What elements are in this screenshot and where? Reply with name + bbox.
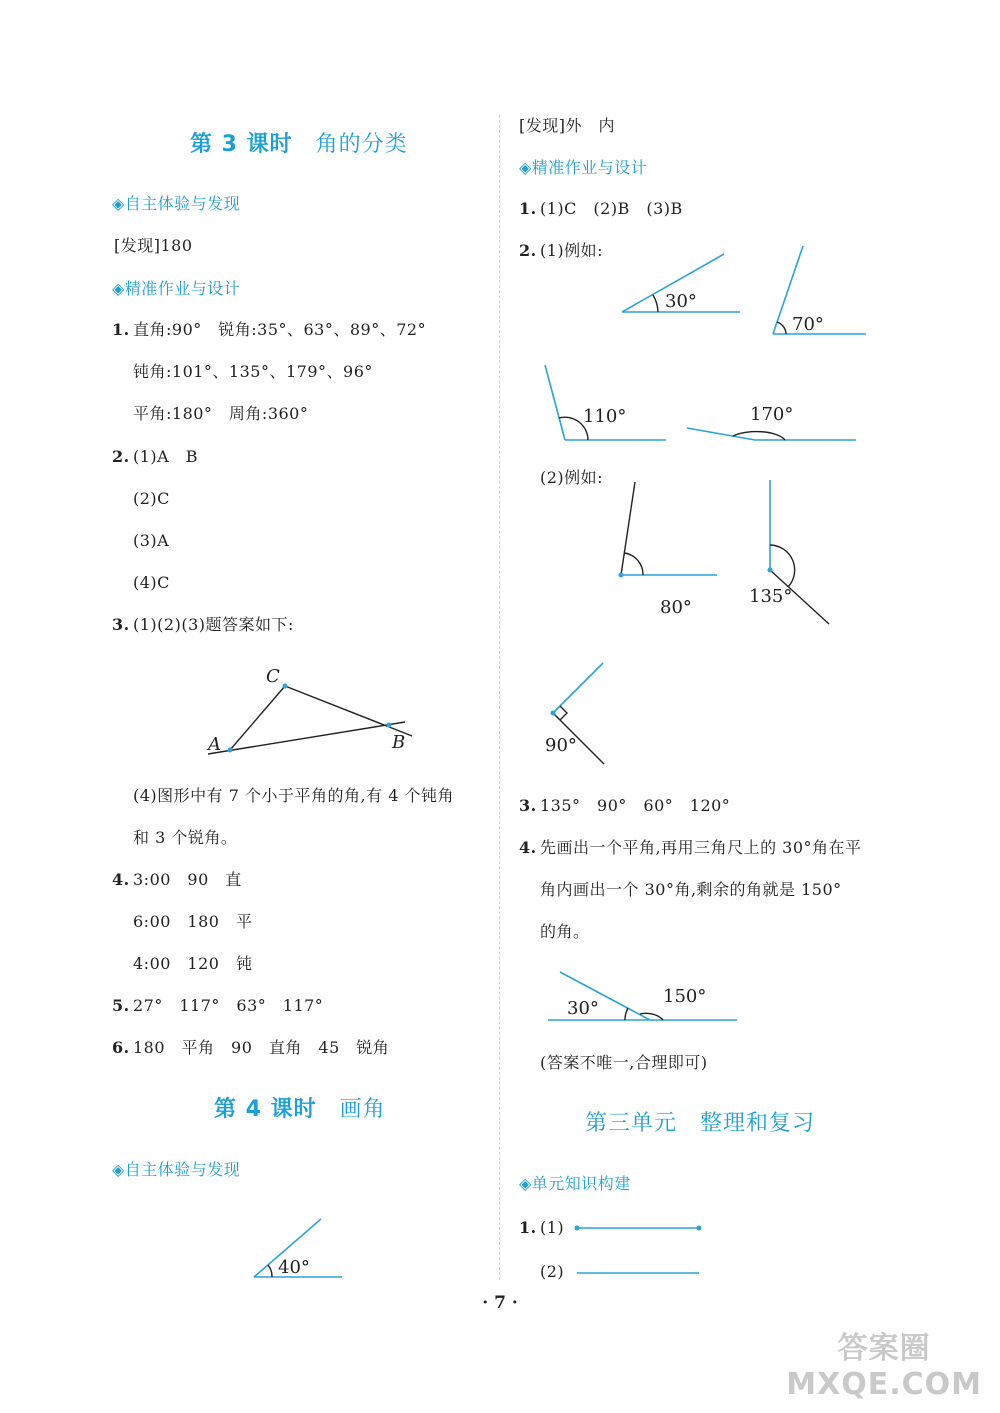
angle-30-diagram — [620, 250, 750, 320]
q1-line2: 钝角:101°、135°、179°、96° — [133, 362, 373, 381]
section-homework: ◈精准作业与设计 — [112, 279, 241, 298]
q6-number: 6. — [112, 1038, 130, 1057]
angle-40-diagram — [250, 1215, 350, 1285]
lesson-4-title: 第 4 课时 画角 — [214, 1097, 386, 1122]
answer-note: (答案不唯一,合理即可) — [540, 1053, 708, 1072]
page-number: · 7 · — [482, 1293, 518, 1313]
r-q1-text: (1)C (2)B (3)B — [540, 199, 683, 218]
u-q1-number: 1. — [519, 1218, 537, 1237]
q2-2: (2)C — [133, 489, 170, 508]
angle-30-label: 30° — [665, 291, 697, 312]
u-q1-label: (1) — [540, 1218, 565, 1237]
r-q3-text: 135° 90° 60° 120° — [540, 796, 731, 815]
label-b: B — [392, 732, 406, 753]
q4-line2: 6:00 180 平 — [133, 912, 253, 931]
q4-line3: 4:00 120 钝 — [133, 954, 253, 973]
r-q3-number: 3. — [519, 796, 537, 815]
q1-line3: 平角:180° 周角:360° — [133, 404, 309, 423]
angle-70-label: 70° — [792, 314, 824, 335]
q3-4-line1: (4)图形中有 7 个小于平角的角,有 4 个钝角 — [133, 786, 454, 805]
angle-40-label: 40° — [278, 1257, 310, 1278]
right-discovery-text: [发现]外 内 — [519, 116, 615, 135]
label-a: A — [208, 734, 221, 755]
angle-170-diagram — [685, 400, 860, 450]
lesson-3-title: 第 3 课时 角的分类 — [190, 132, 408, 157]
q2-3: (3)A — [133, 531, 170, 550]
q2-number: 2. — [112, 447, 130, 466]
r-q4-line2: 角内画出一个 30°角,剩余的角就是 150° — [540, 880, 842, 899]
q6-text: 180 平角 90 直角 45 锐角 — [133, 1038, 390, 1057]
angle-90-label: 90° — [545, 735, 577, 756]
q2-1: (1)A B — [133, 447, 198, 466]
r-q4-number: 4. — [519, 838, 537, 857]
angle-135-label: 135° — [749, 586, 793, 607]
discovery-text: [发现]180 — [114, 236, 193, 255]
angle-135-diagram — [745, 478, 840, 628]
q1-line1: 直角:90° 锐角:35°、63°、89°、72° — [133, 320, 427, 339]
unit-3-title: 第三单元 整理和复习 — [585, 1111, 816, 1136]
angle-30-label-b: 30° — [567, 998, 599, 1019]
angle-90-diagram — [540, 660, 620, 765]
watermark: 答案圈 MXQE.COM — [786, 1331, 982, 1402]
label-c: C — [266, 666, 280, 687]
r-q2-1: (1)例如: — [540, 241, 604, 260]
column-divider — [499, 115, 500, 1280]
angle-150-label: 150° — [663, 986, 707, 1007]
q1-number: 1. — [112, 320, 130, 339]
q4-line1: 3:00 90 直 — [133, 870, 242, 889]
angle-110-diagram — [540, 360, 670, 445]
q2-4: (4)C — [133, 573, 170, 592]
r-q1-number: 1. — [519, 199, 537, 218]
u-q2-label: (2) — [540, 1262, 565, 1281]
triangle-diagram — [200, 662, 430, 762]
line-segment-diagram — [574, 1223, 704, 1233]
angle-80-diagram — [615, 480, 735, 625]
angle-30-150-diagram — [545, 968, 745, 1028]
r-q2-2: (2)例如: — [540, 468, 604, 487]
r-q4-line1: 先画出一个平角,再用三角尺上的 30°角在平 — [540, 838, 862, 857]
angle-170-label: 170° — [750, 404, 794, 425]
q4-number: 4. — [112, 870, 130, 889]
angle-110-label: 110° — [583, 406, 627, 427]
r-q4-line3: 的角。 — [540, 922, 590, 941]
r-q2-number: 2. — [519, 241, 537, 260]
ray-diagram — [574, 1268, 704, 1278]
q3-number: 3. — [112, 615, 130, 634]
q3-4-line2: 和 3 个锐角。 — [133, 828, 238, 847]
q5-text: 27° 117° 63° 117° — [133, 996, 324, 1015]
section-self-experience-2: ◈自主体验与发现 — [112, 1160, 241, 1179]
angle-80-label: 80° — [660, 597, 692, 618]
q3-text: (1)(2)(3)题答案如下: — [133, 615, 294, 634]
q5-number: 5. — [112, 996, 130, 1015]
section-self-experience: ◈自主体验与发现 — [112, 194, 241, 213]
angle-70-diagram — [770, 242, 870, 337]
section-unit-knowledge: ◈单元知识构建 — [519, 1174, 631, 1193]
right-section-homework: ◈精准作业与设计 — [519, 158, 648, 177]
